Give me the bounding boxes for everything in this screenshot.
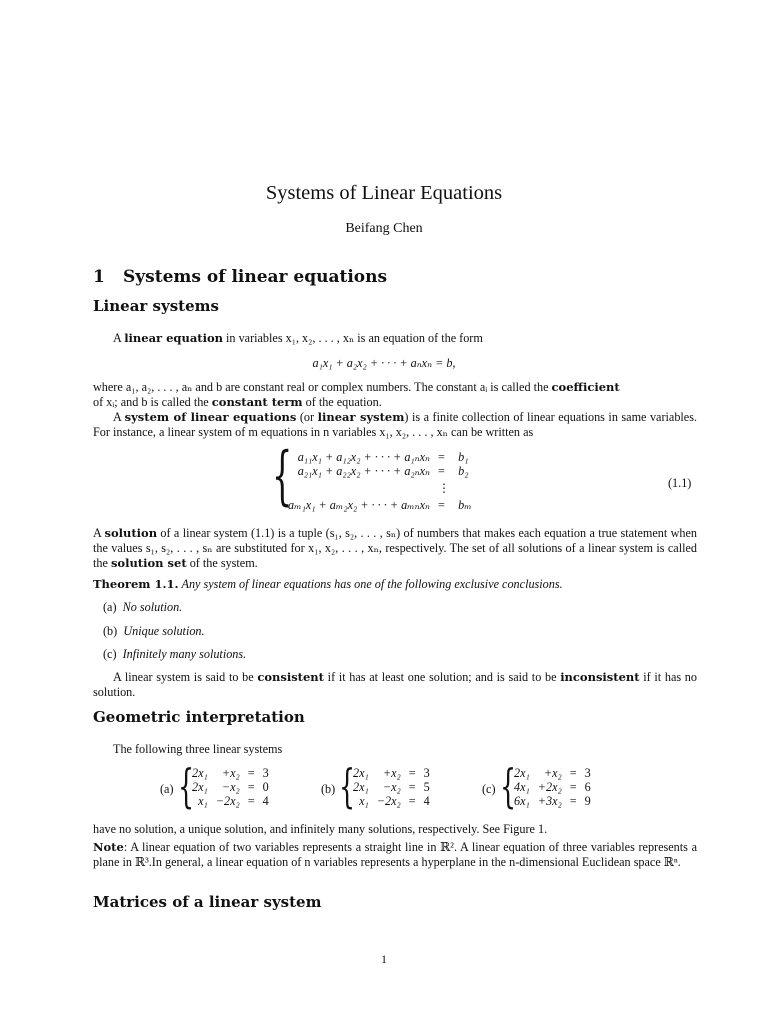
system-row xyxy=(284,464,476,478)
note-label: Note xyxy=(93,840,124,854)
system-equations xyxy=(284,450,476,512)
p4-pre: A xyxy=(93,526,105,540)
theorem-label: Theorem 1.1. xyxy=(93,577,179,591)
term-consistent: consistent xyxy=(257,670,324,684)
term-system-of-linear-equations: system of linear equations xyxy=(124,410,297,424)
subsection-matrices: Matrices of a linear system xyxy=(93,893,322,911)
item-text: Infinitely many solutions. xyxy=(122,647,247,661)
table-row: 4x₁ +2x₂ = 6 xyxy=(514,780,591,794)
left-brace: { xyxy=(500,759,517,813)
system-row-rhs: b₁ xyxy=(458,450,469,464)
paragraph-three-systems: The following three linear systems xyxy=(113,742,283,756)
system-row-eq: = xyxy=(437,450,445,464)
section-number: 1 xyxy=(93,267,105,287)
system-c xyxy=(510,766,595,808)
p1-post: in variables x₁, x₂, . . . , xₙ is an equation of the form xyxy=(223,331,483,345)
paragraph-linear-equation xyxy=(93,331,697,346)
p5-mid: if it has at least one solution; and is said to be xyxy=(323,670,561,684)
p2-line2-pre: of xᵢ; and b is called the xyxy=(93,395,212,409)
p2-line2-post: of the equation. xyxy=(302,395,382,409)
system-b xyxy=(349,766,434,808)
table-row: 6x₁ +3x₂ = 9 xyxy=(514,794,591,808)
p3-mid: (or xyxy=(296,410,318,424)
item-text: No solution. xyxy=(122,600,183,614)
system-row xyxy=(284,498,476,512)
item-label: (b) xyxy=(103,624,118,638)
system-c-label: (c) xyxy=(482,782,496,796)
term-solution-set: solution set xyxy=(110,556,187,570)
paragraph-consistency xyxy=(93,670,697,700)
table-row: 2x₁ +x₂ = 3 xyxy=(192,766,269,780)
p5-pre: A linear system is said to be xyxy=(113,670,258,684)
document-title: Systems of Linear Equations xyxy=(265,182,503,204)
item-label: (c) xyxy=(103,647,117,661)
p2-line1: where a₁, a₂, . . . , aₙ and b are constant real or complex numbers. The constant aᵢ is called the xyxy=(93,380,552,394)
table-row: 2x₁ +x₂ = 3 xyxy=(353,766,430,780)
section-heading xyxy=(93,267,388,287)
p4-post: of the system. xyxy=(186,556,258,570)
page-number: 1 xyxy=(381,952,387,966)
equation-tag: (1.1) xyxy=(668,476,692,490)
subsection-linear-systems: Linear systems xyxy=(93,297,219,315)
list-item xyxy=(103,647,246,662)
system-row-lhs: aₘ₁x₁ + aₘ₂x₂ + · · · + aₘₙxₙ xyxy=(288,498,430,512)
subsection-geometric: Geometric interpretation xyxy=(93,708,305,726)
theorem-text: Any system of linear equations has one of the following exclusive conclusions. xyxy=(181,577,563,591)
system-row-rhs: bₘ xyxy=(458,498,472,512)
author-name: Beifang Chen xyxy=(345,221,423,236)
system-row-lhs: a₂₁x₁ + a₂₂x₂ + · · · + a₂ₙxₙ xyxy=(297,464,430,478)
item-text: Unique solution. xyxy=(123,624,205,638)
paragraph-system-definition xyxy=(93,410,697,440)
list-item xyxy=(103,624,205,639)
system-row-eq: = xyxy=(437,498,445,512)
p3-pre: A xyxy=(113,410,125,424)
paragraph-solutions-types: have no solution, a unique solution, and infinitely many solutions, respectively. See Figure 1. xyxy=(93,822,548,836)
term-constant-term: constant term xyxy=(211,395,303,409)
table-row: 2x₁ +x₂ = 3 xyxy=(514,766,591,780)
section-title: Systems of linear equations xyxy=(123,267,388,287)
system-a xyxy=(188,766,273,808)
left-brace: { xyxy=(339,759,356,813)
system-row-rhs: b₂ xyxy=(458,464,469,478)
equation-linear: a₁x₁ + a₂x₂ + · · · + aₙxₙ = b, xyxy=(312,356,456,370)
paragraph-coefficient xyxy=(93,380,697,410)
theorem xyxy=(93,577,697,592)
table-row: 2x₁ −x₂ = 5 xyxy=(353,780,430,794)
list-item xyxy=(103,600,182,615)
p5-post: if it has no solution. xyxy=(93,670,697,699)
term-linear-system: linear system xyxy=(317,410,405,424)
term-solution: solution xyxy=(104,526,158,540)
term-linear-equation: linear equation xyxy=(124,331,223,345)
note-text: : A linear equation of two variables represents a straight line in ℝ². A linear equation of three variables represents a plane in ℝ³.In general, a linear equation of n variables represents a hyperplane in the n-dimensional Euclidean space ℝⁿ. xyxy=(93,840,697,869)
table-row: x₁ −2x₂ = 4 xyxy=(198,794,269,808)
table-row: x₁ −2x₂ = 4 xyxy=(359,794,430,808)
paragraph-solution xyxy=(93,526,697,571)
system-row-lhs: a₁₁x₁ + a₁₂x₂ + · · · + a₁ₙxₙ xyxy=(297,450,430,464)
vertical-dots: ⋮ xyxy=(437,481,451,495)
term-coefficient: coefficient xyxy=(551,380,620,394)
left-brace: { xyxy=(272,439,293,513)
system-a-label: (a) xyxy=(160,782,174,796)
table-row: 2x₁ −x₂ = 0 xyxy=(192,780,269,794)
paragraph-note xyxy=(93,840,697,870)
p4-mid: of a linear system (1.1) is a tuple (s₁, s₂, . . . , sₙ) of numbers that makes each equation a true statement when the values s₁, s₂, . . . , sₙ are substituted for x₁, x₂, . . . , xₙ, respectively. The set of all solutions of a linear system is called the xyxy=(93,526,697,570)
system-row xyxy=(284,478,476,498)
left-brace: { xyxy=(178,759,195,813)
system-b-label: (b) xyxy=(321,782,336,796)
p1-pre: A xyxy=(113,331,125,345)
term-inconsistent: inconsistent xyxy=(560,670,640,684)
p3-post: ) is a finite collection of linear equations in same variables. For instance, a linear system of m equations in n variables x₁, x₂, . . . , xₙ can be written as xyxy=(93,410,698,439)
system-row xyxy=(284,450,476,464)
item-label: (a) xyxy=(103,600,117,614)
system-row-eq: = xyxy=(437,464,445,478)
